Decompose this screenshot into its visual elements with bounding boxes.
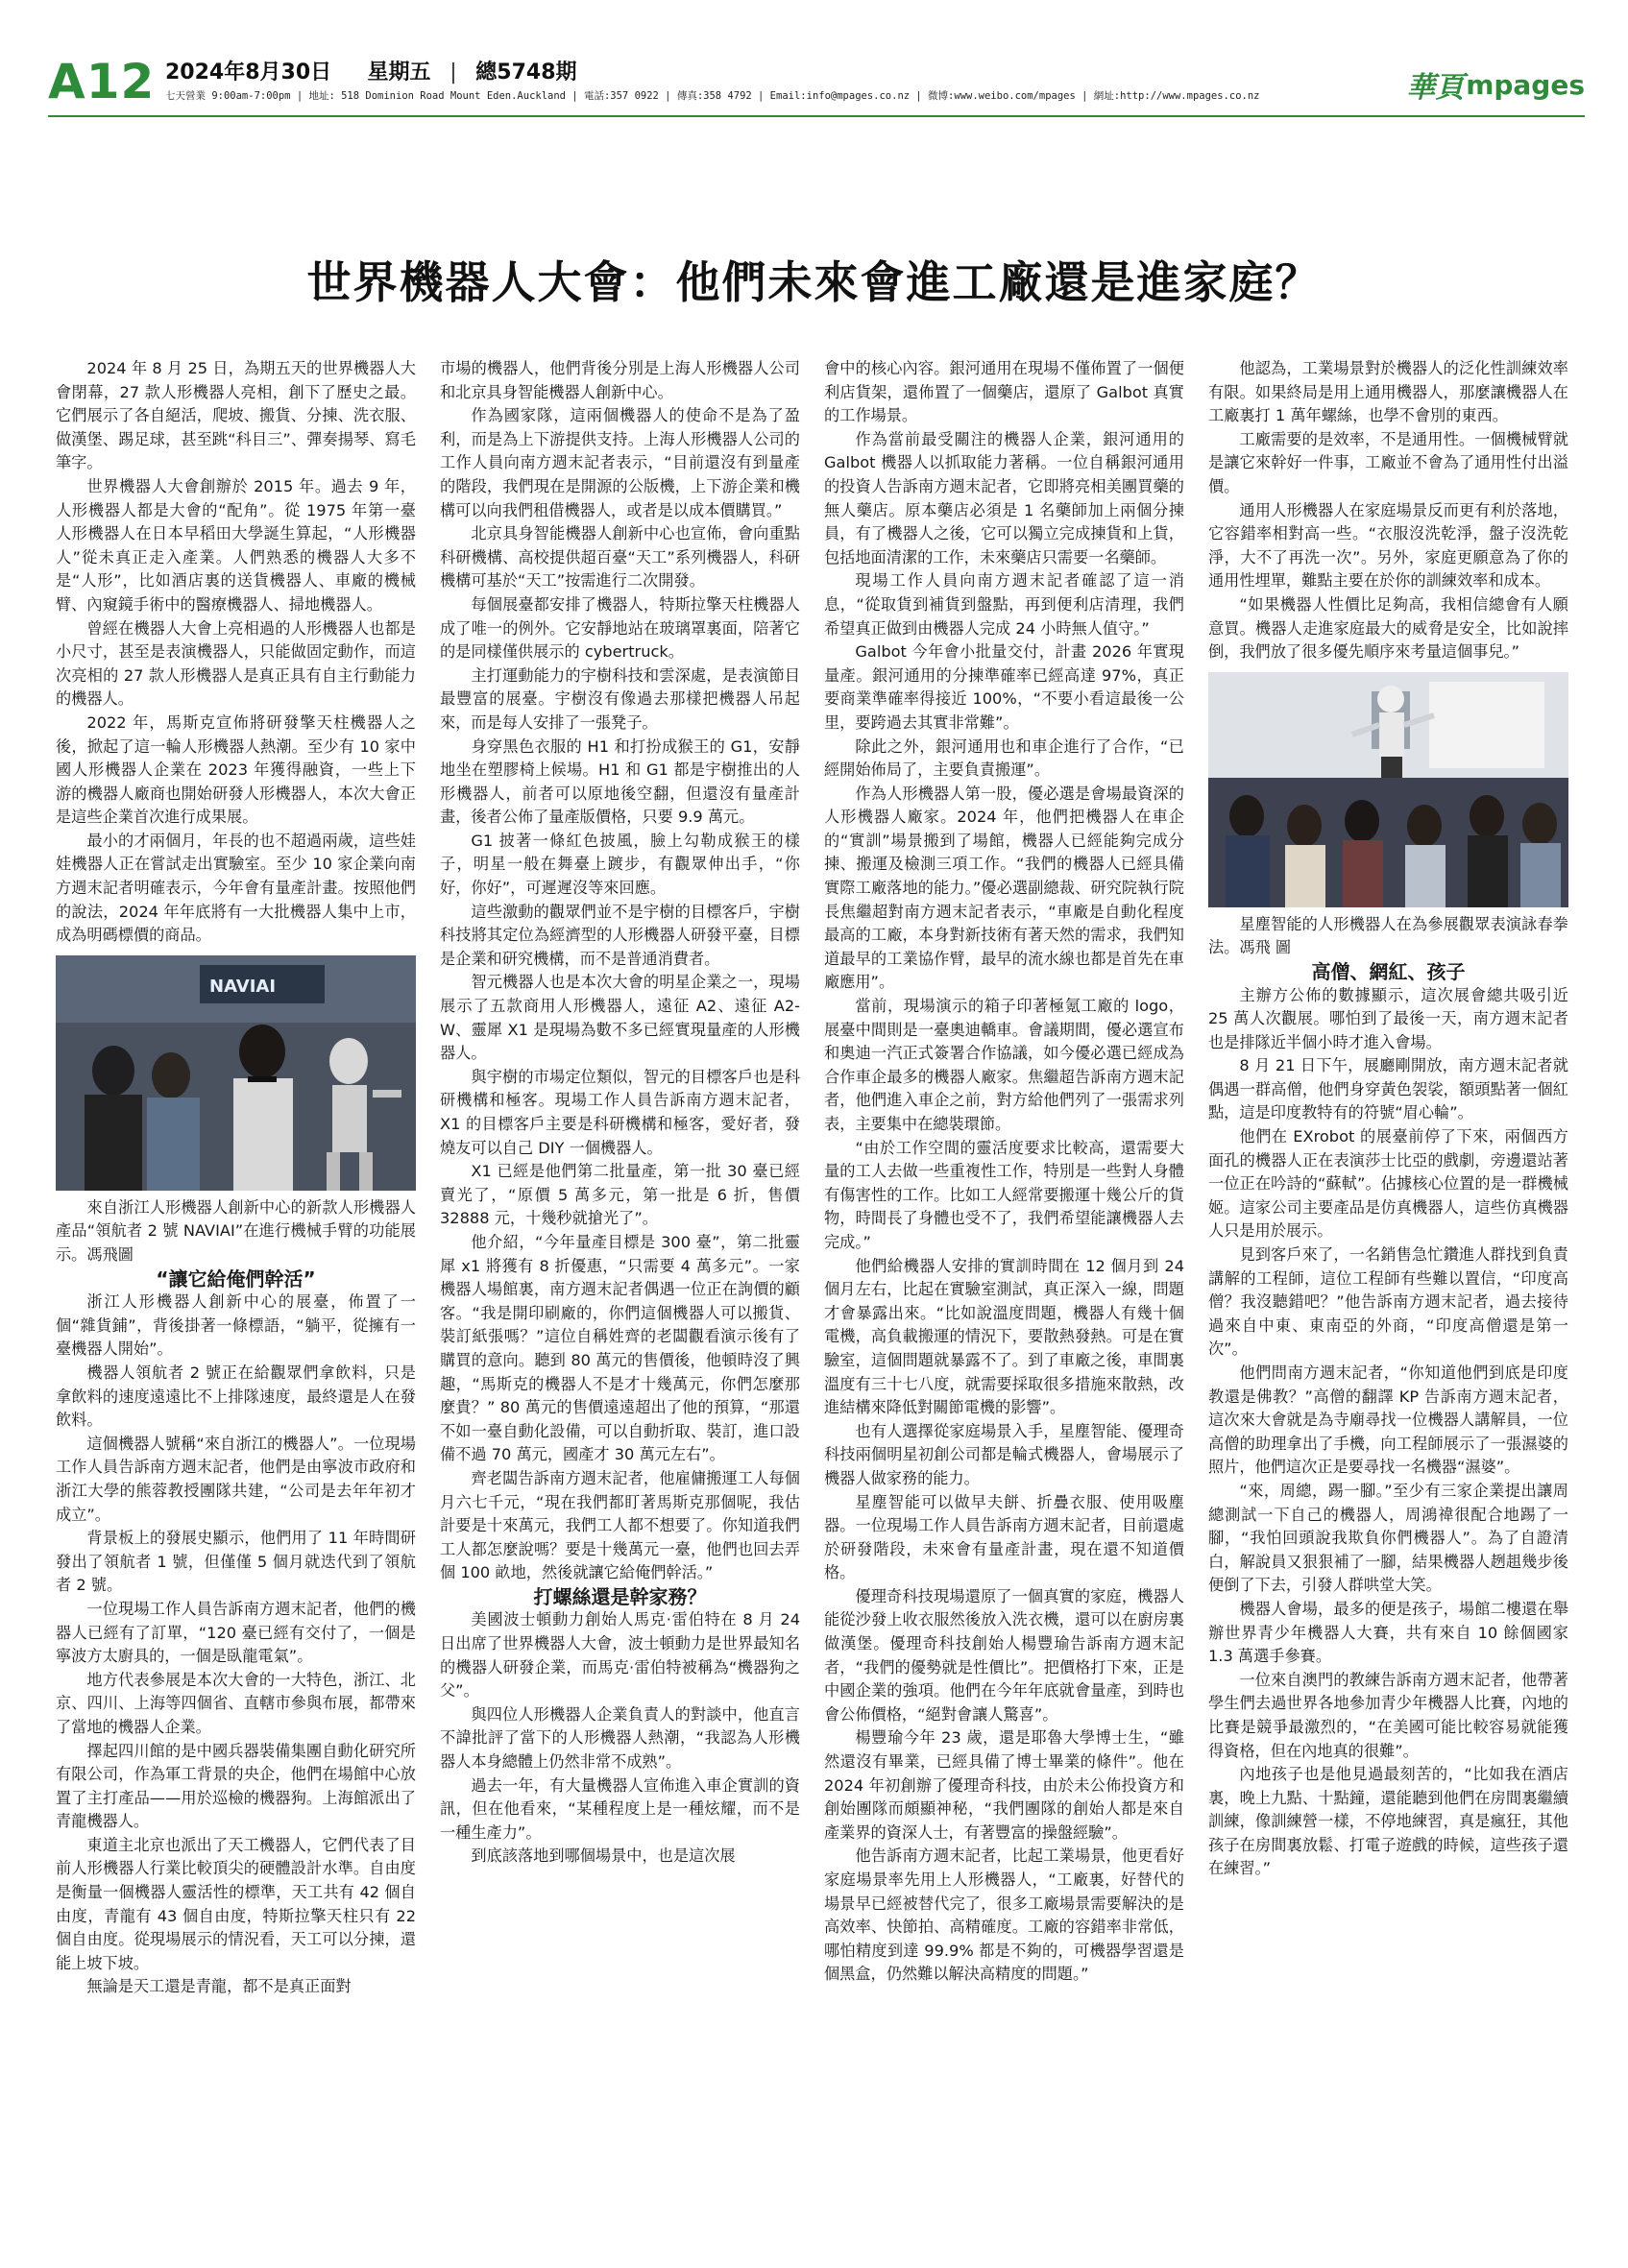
column-1 [56,357,416,1999]
paragraph: 這個機器人號稱“來自浙江的機器人”。一位現場工作人員告訴南方週末記者，他們是由寧波市政府和浙江大學的熊蓉教授團隊共建，“公司是去年年初才成立”。 [56,1434,416,1524]
paragraph: 一位現場工作人員告訴南方週末記者，他們的機器人已經有了訂單，“120 臺已經有交付了，一個是寧波方太廚具的，一個是臥龍電氣”。 [56,1599,416,1666]
contact-info: 七天營業 9:00am-7:00pm | 地址: 518 Dominion Road Mount Eden.Auckland | 電話:357 0922 | 傳真:358 4792 | Email:info@mpages.co.nz | 微博:www.weibo.com/mpages | 網址:http://www.mpages.co.nz [165,90,1260,102]
paragraph: 曾經在機器人大會上亮相過的人形機器人也都是小尺寸，甚至是表演機器人，只能做固定動作，而這次亮相的 27 款人形機器人是真正具有自主行動能力的機器人。 [56,618,416,709]
booth-sign-text: NAVIAI [209,976,277,997]
masthead-rule [48,115,1585,117]
col4b-paragraphs [1208,984,1568,1882]
paragraph: 美國波士頓動力創始人馬克·雷伯特在 8 月 24 日出席了世界機器人大會，波士頓動力是世界最知名的機器人研發企業，而馬克·雷伯特被稱為“機器狗之父”。 [440,1610,800,1701]
article-headline: 世界機器人大會：他們未來會進工廠還是進家庭？ [306,256,1322,308]
paragraph: 東道主北京也派出了天工機器人，它們代表了目前人形機器人行業比較頂尖的硬體設計水準。自由度是衡量一個機器人靈活性的標準，天工共有 42 個自由度，青龍有 43 個自由度，特斯拉擎天柱只有 22 個自由度。從現場展示的情況看，天工可以分揀，還能上坡下坡。 [56,1835,416,1972]
brand-logo-cn: 華頁 [1406,71,1465,105]
paragraph: 這些激動的觀眾們並不是宇樹的目標客戶，宇樹科技將其定位為經濟型的人形機器人研發平臺，目標是企業和研究機構，而不是普通消費者。 [440,902,800,968]
robot-expo-photo-2 [1208,672,1568,907]
paragraph: 2022 年，馬斯克宣佈將研發擎天柱機器人之後，掀起了這一輪人形機器人熱潮。至少有 10 家中國人形機器人企業在 2023 年獲得融資，一些上下游的機器人廠商也開始研發人形機器人，本次大會正是這些企業首次進行成果展。 [56,712,416,827]
date-line: 2024年8月30日 星期五 | 總5748期 [165,60,577,84]
brand-logo [1406,63,1585,106]
robot-expo-photo-2-image [1208,672,1568,907]
paragraph: 機器人領航者 2 號正在給觀眾們拿飲料，只是拿飲料的速度遠遠比不上排隊速度，最終還是人在發飲料。 [56,1363,416,1430]
paragraph: 最小的才兩個月，年長的也不超過兩歲，這些娃娃機器人正在嘗試走出實驗室。至少 10 家企業向南方週末記者明確表示，今年會有量產計畫。按照他們的說法，2024 年年底將有一大批機器人集中上市，成為明碼標價的商品。 [56,831,416,945]
issue-weekday: 星期五 [367,60,431,84]
col2b-paragraphs [440,1608,800,1869]
paragraph: 身穿黑色衣服的 H1 和打扮成猴王的 G1，安靜地坐在塑膠椅上候場。H1 和 G1 都是宇樹推出的人形機器人，前者可以原地後空翻，但還沒有量產計畫，後者公佈了量產版價格，只要 9.9 萬元。 [440,736,800,827]
section-subhead-1: “讓它給俺們幹活” [156,1267,316,1291]
brand-logo-en: mpages [1466,68,1585,101]
paragraph: 作為人形機器人第一股，優必選是會場最資深的人形機器人廠家。2024 年，他們把機器人在車企的“實訓”場景搬到了場館，機器人已經能夠完成分揀、搬運及檢測三項工作。“我們的機器人已經具備實際工廠落地的能力。”優必選副總裁、研究院執行院長焦繼超對南方週末記者表示，“車廠是自動化程度最高的工廠，本身對新技術有著天然的需求，我們知道最早的工業協作臂，最早的流水線也都是首先在車廠應用”。 [824,784,1184,992]
paragraph: 浙江人形機器人創新中心的展臺，佈置了一個“雜貨鋪”，背後掛著一條標語，“躺平，從擁有一臺機器人開始”。 [56,1292,416,1359]
paragraph: 市場的機器人，他們背後分別是上海人形機器人公司和北京具身智能機器人創新中心。 [440,359,800,401]
paragraph: 主辦方公佈的數據顯示，這次展會總共吸引近 25 萬人次觀展。哪怕到了最後一天，南方週末記者也是排隊近半個小時才進入會場。 [1208,985,1568,1051]
paragraph: “由於工作空間的靈活度要求比較高，還需要大量的工人去做一些重複性工作，特別是一些對人身體有傷害性的工作。比如工人經常要搬運十幾公斤的貨物，時間長了身體也受不了，我們希望能讓機器人去完成。” [824,1138,1184,1251]
photo-caption-1: 來自浙江人形機器人創新中心的新款人形機器人產品“領航者 2 號 NAVIAI”在進行機械手臂的功能展示。馮飛圖 [56,1197,416,1265]
paragraph: 主打運動能力的宇樹科技和雲深處，是表演節目最豐富的展臺。宇樹沒有像過去那樣把機器人吊起來，而是每人安排了一張凳子。 [440,665,800,732]
paragraph: 無論是天工還是青龍，都不是真正面對 [86,1977,352,1996]
section-subhead-2: 打螺絲還是幹家務？ [533,1584,707,1608]
paragraph: 與宇樹的市場定位類似，智元的目標客戶也是科研機構和極客。現場工作人員告訴南方週末記者，X1 的目標客戶主要是科研機構和極客，愛好者，發燒友可以自己 DIY 一個機器人。 [440,1067,800,1157]
paragraph: “來，周總，踢一腳。”至少有三家企業提出讓周總測試一下自己的機器人，周鴻禕很配合地踢了一腳，“我怕回頭說我欺負你們機器人”。為了自證清白，解說員又狠狠補了一腳，結果機器人趔趄幾步後便倒了下去，引發人群哄堂大笑。 [1208,1481,1568,1595]
paragraph: 一位來自澳門的教練告訴南方週末記者，他帶著學生們去過世界各地參加青少年機器人比賽，內地的比賽是競爭最激烈的，“在美國可能比較容易就能獲得資格，但在內地真的很難”。 [1208,1670,1568,1760]
paragraph: 他們給機器人安排的實訓時間在 12 個月到 24 個月左右，比起在實驗室測試，真正深入一線，問題才會暴露出來。“比如說溫度問題，機器人有幾十個電機，高負載搬運的情況下，要散熱發熱。可是在實驗室，這個問題就暴露不了。到了車廠之後，車間裏溫度有三十七八度，就需要採取很多措施來散熱，改進結構來降低對關節電機的影響”。 [824,1256,1184,1417]
paragraph: 他介紹，“今年量產目標是 300 臺”，第二批靈犀 x1 將獲有 8 折優惠，“只需要 4 萬多元”。一家機器人場館裏，南方週末記者偶遇一位正在詢價的顧客。“我是開印刷廠的，你們這個機器人可以搬貨、裝訂紙張嗎？”這位自稱姓齊的老闆觀看演示後有了購買的意向。聽到 80 萬元的售價後，他頓時沒了興趣，“馬斯克的機器人不是才十幾萬元，你們怎麼那麼貴？” 80 萬元的售價遠遠超出了他的預算，“那還不如一臺自動化設備，可以自動折取、裝訂，進口設備不過 70 萬元，國產才 30 萬元左右”。 [440,1232,800,1464]
issue-number: 總5748期 [475,60,577,84]
paragraph: 齊老闆告訴南方週末記者，他雇傭搬運工人每個月六七千元，“現在我們都盯著馬斯克那個呢，我估計要是十來萬元，我們工人都不想要了。你知道我們工人都怎麼說嗎？要是十幾萬元一臺，他們也回去弄個 100 畝地，然後就讓它給俺們幹活。” [440,1468,800,1582]
col1b-paragraphs [56,1291,416,1999]
paragraph: 機器人會場，最多的便是孩子，場館二樓還在舉辦世界青少年機器人大賽，共有來自 10 餘個國家 1.3 萬選手參賽。 [1208,1599,1568,1666]
column-4 [1208,357,1568,1881]
section-subhead-3: 高僧、網紅、孩子 [1311,959,1466,983]
paragraph: 通用人形機器人在家庭場景反而更有利於落地，它容錯率相對高一些。“衣服沒洗乾淨，盤子沒洗乾淨，大不了再洗一次”。另外，家庭更願意為了你的通用性埋單，難點主要在於你的訓練效率和成本。 [1208,500,1568,591]
paragraph: 會中的核心內容。銀河通用在現場不僅佈置了一個便利店貨架，還佈置了一個藥店，還原了 Galbot 真實的工作場景。 [824,359,1184,425]
robot-expo-photo-1 [56,955,416,1191]
paragraph: 他們在 EXrobot 的展臺前停了下來，兩個西方面孔的機器人正在表演莎士比亞的戲劇，旁邊還站著一位正在吟詩的“蘇軾”。佔據核心位置的是一群機械姬。這家公司主要產品是仿真機器人，這些仿真機器人只是用於展示。 [1208,1127,1568,1241]
paragraph: 2024 年 8 月 25 日，為期五天的世界機器人大會閉幕，27 款人形機器人亮相，創下了歷史之最。它們展示了各自絕活，爬坡、搬貨、分揀、洗衣服、做漢堡、踢足球，甚至跳“科目三”、彈奏揚琴、寫毛筆字。 [56,359,416,472]
paragraph: 擇起四川館的是中國兵器裝備集團自動化研究所有限公司，作為軍工背景的央企，他們在場館中心放置了主打產品——用於巡檢的機器狗。上海館派出了青龍機器人。 [56,1741,416,1831]
page-number: A12 [48,54,156,109]
paragraph: 星塵智能可以做早夫餅、折疊衣服、使用吸塵器。一位現場工作人員告訴南方週末記者，目前還處於研發階段，未來會有量產計畫，現在還不知道價格。 [824,1492,1184,1582]
paragraph: 內地孩子也是他見過最刻苦的，“比如我在酒店裏，晚上九點、十點鐘，還能聽到他們在房間裏繼續訓練，像訓練營一樣，不停地練習，真是瘋狂，其他孩子在房間裏放鬆、打電子遊戲的時候，這些孩子還在練習。” [1208,1765,1568,1878]
paragraph: 作為國家隊，這兩個機器人的使命不是為了盈利，而是為上下游提供支持。上海人形機器人公司的工作人員向南方週末記者表示，“目前還沒有到量產的階段，我們現在是開源的公版機，上下游企業和機構可以向我們租借機器人，或者是以成本價購買。” [440,406,800,519]
paragraph: 作為當前最受關注的機器人企業，銀河通用的 Galbot 機器人以抓取能力著稱。一位自稱銀河通用的投資人告訴南方週末記者，它即將亮相美團買藥的無人藥店。原本藥店必須是 1 名藥師加上兩個分揀員，有了機器人之後，它可以獨立完成揀貨和上貨，包括地面清潔的工作，未來藥店只需要一名藥師。 [824,429,1184,567]
paragraph: 每個展臺都安排了機器人，特斯拉擎天柱機器人成了唯一的例外。它安靜地站在玻璃罩裏面，陪著它的是同樣僅供展示的 cybertruck。 [440,594,800,662]
paragraph: 地方代表參展是本次大會的一大特色，浙江、北京、四川、上海等四個省、直轄市參與布展，都帶來了當地的機器人企業。 [56,1670,416,1736]
photo-caption-2: 星塵智能的人形機器人在為參展觀眾表演詠春拳法。馮飛 圖 [1208,914,1568,957]
paragraph: 現場工作人員向南方週末記者確認了這一消息，“從取貨到補貨到盤點，再到便利店清理，我們希望真正做到由機器人完成 24 小時無人值守。” [824,571,1184,638]
paragraph: 到底該落地到哪個場景中，也是這次展 [471,1846,736,1866]
column-2 [440,357,800,1869]
paragraph: 也有人選擇從家庭場景入手，星塵智能、優理奇科技兩個明星初創公司都是輪式機器人，會場展示了機器人做家務的能力。 [824,1421,1184,1487]
column-3 [824,357,1184,1987]
paragraph: 見到客戶來了，一名銷售急忙鑽進人群找到負責講解的工程師，這位工程師有些難以置信，“印度高僧？我沒聽錯吧？”他告訴南方週末記者，過去接待過來自中東、東南亞的外商，“印度高僧還是第一次”。 [1208,1245,1568,1359]
paragraph: 8 月 21 日下午，展廳剛開放，南方週末記者就偶遇一群高僧，他們身穿黃色袈裟，額頭點著一個紅點，這是印度教特有的符號“眉心輪”。 [1208,1056,1568,1122]
paragraph: 當前，現場演示的箱子印著極氪工廠的 logo，展臺中間則是一臺奧迪轎車。會議期間，優必選宣布和奧迪一汽正式簽署合作協議，如今優必選已經成為合作車企最多的機器人廠家。焦繼超告訴南方週末記者，他們進入車企之前，對方給他們列了一張需求列表，主要集中在總裝環節。 [824,997,1184,1133]
paragraph: G1 披著一條紅色披風，臉上勾勒成猴王的樣子，明星一般在舞臺上踱步，有觀眾伸出手，“你好，你好”，可遲遲沒等來回應。 [440,831,800,898]
paragraph: Galbot 今年會小批量交付，計畫 2026 年實現量產。銀河通用的分揀準確率已經高達 97%，真正要商業準確率得接近 100%，“不要小看這最後一公里，要跨過去其實非常難”。 [824,642,1184,732]
paragraph: 智元機器人也是本次大會的明星企業之一，現場展示了五款商用人形機器人，遠征 A2、遠征 A2-W、靈犀 X1 是現場為數不多已經實現量產的人形機器人。 [440,973,800,1063]
col4-paragraphs [1208,357,1568,664]
paragraph: 優理奇科技現場還原了一個真實的家庭，機器人能從沙發上收衣服然後放入洗衣機，還可以在廚房裏做漢堡。優理奇科技創始人楊豐瑜告訴南方週末記者，“我們的優勢就是性價比”。把價格打下來，正是中國企業的強項。他們在今年年底就會量產，到時也會公佈價格，“絕對會讓人驚喜”。 [824,1586,1184,1724]
paragraph: “如果機器人性價比足夠高，我相信總會有人願意買。機器人走進家庭最大的威脅是安全，比如說摔倒，我們放了很多優先順序來考量這個事兒。” [1208,594,1568,662]
paragraph: 他告訴南方週末記者，比起工業場景，他更看好家庭場景率先用上人形機器人，“工廠裏，好替代的場景早已經被替代完了，很多工廠場景需要解決的是高效率、快節拍、高精確度。工廠的容錯率非常低，哪怕精度到達 99.9% 都是不夠的，可機器學習還是個黑盒，仍然難以解決高精度的問題。” [824,1846,1184,1984]
issue-date: 2024年8月30日 [165,60,332,84]
paragraph: 世界機器人大會創辦於 2015 年。過去 9 年，人形機器人都是大會的“配角”。從 1975 年第一臺人形機器人在日本早稻田大學誕生算起，“人形機器人”從未真正走入產業。人們熟悉的機器人大多不是“人形”，比如酒店裏的送貨機器人、車廠的機械臂、內窺鏡手術中的醫療機器人、掃地機器人。 [56,476,416,614]
paragraph: 楊豐瑜今年 23 歲，還是耶魯大學博士生，“雖然還沒有畢業，已經具備了博士畢業的條件”。他在 2024 年初創辦了優理奇科技，由於未公佈投資方和創始團隊而頗顯神秘，“我們團隊的創始人都是來自產業界的資深人士，有著豐富的操盤經驗”。 [824,1728,1184,1842]
paragraph: 北京具身智能機器人創新中心也宣佈，會向重點科研機構、高校提供超百臺“天工”系列機器人，科研機構可基於“天工”按需進行二次開發。 [440,524,800,591]
paragraph: X1 已經是他們第二批量產，第一批 30 臺已經賣光了，“原價 5 萬多元，第一批是 6 折，售價 32888 元，十幾秒就搶光了”。 [440,1162,800,1228]
paragraph: 過去一年，有大量機器人宣佈進入車企實訓的資訊，但在他看來，“某種程度上是一種炫耀，而不是一種生產力”。 [440,1775,800,1842]
paragraph: 與四位人形機器人企業負責人的對談中，他直言不諱批評了當下的人形機器人熱潮，“我認為人形機器人本身總體上仍然非常不成熟”。 [440,1704,800,1772]
paragraph: 他們問南方週末記者，“你知道他們到底是印度教還是佛教？”高僧的翻譯 KP 告訴南方週末記者，這次來大會就是為寺廟尋找一位機器人講解員，一位高僧的助理拿出了手機，向工程師展示了一張濕婆的照片，他們這次正是要尋找一名機器“濕婆”。 [1208,1363,1568,1477]
paragraph: 他認為，工業場景對於機器人的泛化性訓練效率有限。如果終局是用上通用機器人，那麼讓機器人在工廠裏打 1 萬年螺絲，也學不會別的東西。 [1208,359,1568,425]
col1-paragraphs [56,357,416,948]
col2-paragraphs [440,357,800,1585]
robot-expo-photo-1-image [56,955,416,1191]
paragraph: 工廠需要的是效率，不是通用性。一個機械臂就是讓它來幹好一件事，工廠並不會為了通用性付出溢價。 [1208,429,1568,495]
paragraph: 背景板上的發展史顯示，他們用了 11 年時間研發出了領航者 1 號，但僅僅 5 個月就迭代到了領航者 2 號。 [56,1529,416,1595]
paragraph: 除此之外，銀河通用也和車企進行了合作，“已經開始佈局了，主要負責搬運”。 [824,736,1184,780]
